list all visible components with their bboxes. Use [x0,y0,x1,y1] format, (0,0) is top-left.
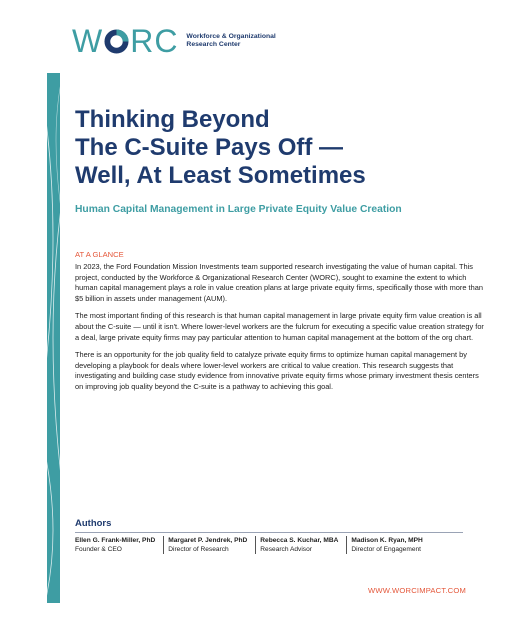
paragraph-2: The most important finding of this research is that human capital management in large private equity firm value creation is all about the C-suite — until it isn't. Where lower-level workers are the fulcrum for executing a specific value creation strategy for a deal, large private equity firms may pay particular attention to human capital management at the bottom of the org chart. [75,311,484,342]
logo-org-name [186,33,275,49]
logo-letter-w: W [72,23,104,59]
author-name: Margaret P. Jendrek, PhD [168,537,248,544]
author-name: Rebecca S. Kuchar, MBA [260,537,339,544]
author-role: Founder & CEO [75,546,122,553]
authors-divider [75,532,463,533]
glance-body [75,262,485,400]
at-a-glance-label: AT A GLANCE [75,250,124,259]
side-bar-lines [47,73,60,603]
logo-letter-c: C [154,23,179,59]
title-line-2: The C-Suite Pays Off — [75,134,344,161]
logo-org-line-2: Research Center [186,41,241,48]
logo-mark [72,25,178,57]
worc-logo [72,24,276,58]
author-name: Madison K. Ryan, MPH [351,537,423,544]
website-link[interactable]: WWW.WORCIMPACT.COM [368,586,466,595]
authors-list [75,536,475,554]
author-role: Director of Research [168,546,229,553]
author-entry [255,536,346,554]
author-entry [163,536,255,554]
author-role: Director of Engagement [351,546,421,553]
logo-org-line-1: Workforce & Organizational [186,33,276,40]
document-subtitle: Human Capital Management in Large Private Equity Value Creation [75,204,402,215]
paragraph-3: There is an opportunity for the job quality field to catalyze private equity firms to optimize human capital management by developing a playbook for deals where lower-level workers are critical to value creation. This research suggests that investigating and building case study evidence from innovative private equity firms whose primary investment thesis centers on improving job quality beyond the C-suite is a pathway to achieving this goal. [75,350,479,391]
authors-heading: Authors [75,518,112,529]
decorative-side-bar [47,73,60,603]
paragraph-1: In 2023, the Ford Foundation Mission Investments team supported research investigating the value of human capital. This project, conducted by the Workforce & Organizational Research Center (WORC), sought to examine the extent to which human capital management plays a role in value creation plans at large private equity firms, specifically those with more than $5 billion in assets under management (AUM). [75,262,483,303]
author-role: Research Advisor [260,546,312,553]
logo-letter-r: R [130,23,155,59]
logo-ring-icon [104,29,129,54]
title-line-3: Well, At Least Sometimes [75,162,366,189]
author-entry [75,536,163,554]
title-line-1: Thinking Beyond [75,106,270,133]
author-entry [346,536,430,554]
author-name: Ellen G. Frank-Miller, PhD [75,537,156,544]
document-title [75,106,485,190]
